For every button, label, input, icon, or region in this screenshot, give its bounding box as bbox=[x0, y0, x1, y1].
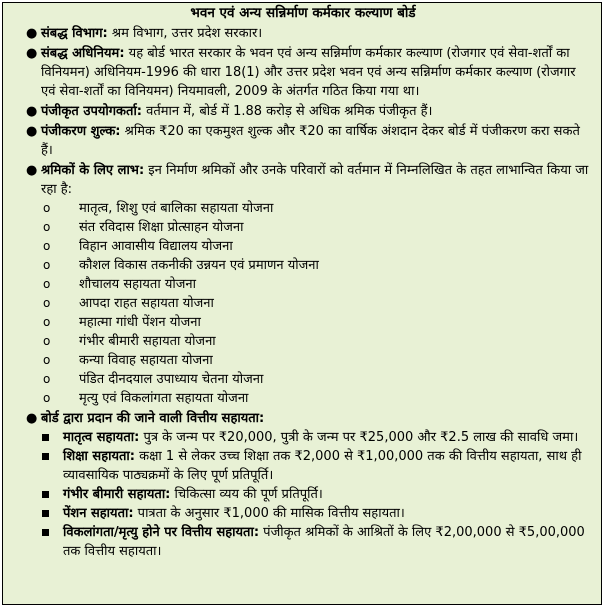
scheme-name: विहान आवासीय विद्यालय योजना bbox=[79, 239, 233, 254]
circle-bullet-icon: o bbox=[43, 220, 51, 234]
circle-bullet-icon: o bbox=[43, 353, 51, 367]
scheme-name: पंडित दीनदयाल उपाध्याय चेतना योजना bbox=[79, 372, 264, 387]
bullet-icon: ● bbox=[26, 26, 38, 41]
circle-bullet-icon: o bbox=[43, 296, 51, 310]
circle-bullet-icon: o bbox=[43, 239, 51, 253]
circle-bullet-icon: o bbox=[43, 372, 51, 386]
scheme-name: शौचालय सहायता योजना bbox=[79, 277, 196, 292]
circle-bullet-icon: o bbox=[43, 391, 51, 405]
list-item-department bbox=[13, 24, 593, 43]
scheme-name: गंभीर बीमारी सहायता योजना bbox=[79, 334, 216, 349]
item-label: पंजीकृत उपयोगकर्ता: bbox=[41, 104, 143, 119]
finance-item bbox=[41, 447, 593, 485]
item-text: यह बोर्ड भारत सरकार के भवन एवं अन्य सन्निर्माण कर्मकार कल्याण (रोजगार एवं सेवा-शर्तों का विनियमन) अधिनियम-1996 की धारा 18(1) और उत्तर प्रदेश भवन एवं अन्य सन्निर्माण कर्मकार कल्याण (रोजगार एवं सेवा-शर्तों का विनियमन) नियमावली, 2009 के अंतर्गत गठित किया गया था। bbox=[41, 46, 576, 99]
finance-item bbox=[41, 504, 593, 523]
scheme-item bbox=[41, 294, 593, 313]
scheme-item bbox=[41, 332, 593, 351]
item-label: संबद्ध अधिनियम: bbox=[41, 46, 125, 61]
square-bullet-icon bbox=[42, 510, 49, 517]
list-item-benefits bbox=[13, 161, 593, 408]
finance-label: पेंशन सहायता: bbox=[63, 506, 134, 521]
finance-text: पुत्र के जन्म पर ₹20,000, पुत्री के जन्म पर ₹25,000 और ₹2.5 लाख की सावधि जमा। bbox=[139, 430, 579, 445]
finance-list bbox=[41, 428, 593, 561]
finance-text: कक्षा 1 से लेकर उच्च शिक्षा तक ₹2,000 से ₹1,00,000 तक की वित्तीय सहायता, साथ ही व्यावसायिक पाठ्यक्रमों के लिए पूर्ण प्रतिपूर्ति। bbox=[63, 449, 582, 483]
scheme-item bbox=[41, 199, 593, 218]
scheme-item bbox=[41, 389, 593, 408]
scheme-name: मातृत्व, शिशु एवं बालिका सहायता योजना bbox=[79, 201, 274, 216]
bullet-icon: ● bbox=[26, 411, 38, 426]
square-bullet-icon bbox=[42, 434, 49, 441]
item-text: इन निर्माण श्रमिकों और उनके परिवारों को वर्तमान में निम्नलिखित के तहत लाभान्वित किया जा रहा है: bbox=[41, 163, 589, 197]
schemes-list bbox=[41, 199, 593, 408]
list-item-financial-assistance bbox=[13, 409, 593, 561]
scheme-name: कन्या विवाह सहायता योजना bbox=[79, 353, 213, 368]
item-label: संबद्ध विभाग: bbox=[41, 26, 108, 41]
list-item-registered-users bbox=[13, 102, 593, 121]
scheme-item bbox=[41, 275, 593, 294]
item-label: बोर्ड द्वारा प्रदान की जाने वाली वित्तीय सहायता: bbox=[41, 411, 265, 426]
finance-label: मातृत्व सहायता: bbox=[63, 430, 140, 445]
circle-bullet-icon: o bbox=[43, 258, 51, 272]
circle-bullet-icon: o bbox=[43, 201, 51, 215]
finance-item bbox=[41, 428, 593, 447]
scheme-name: महात्मा गांधी पेंशन योजना bbox=[79, 315, 201, 330]
bullet-icon: ● bbox=[26, 46, 38, 61]
circle-bullet-icon: o bbox=[43, 277, 51, 291]
finance-label: गंभीर बीमारी सहायता: bbox=[63, 487, 171, 502]
finance-item bbox=[41, 485, 593, 504]
bullet-icon: ● bbox=[26, 124, 38, 139]
scheme-name: संत रविदास शिक्षा प्रोत्साहन योजना bbox=[79, 220, 244, 235]
scheme-name: आपदा राहत सहायता योजना bbox=[79, 296, 214, 311]
finance-label: शिक्षा सहायता: bbox=[63, 449, 135, 464]
box-title: भवन एवं अन्य सन्निर्माण कर्मकार कल्याण बोर्ड bbox=[190, 5, 416, 21]
square-bullet-icon bbox=[42, 453, 49, 460]
scheme-item bbox=[41, 313, 593, 332]
finance-item bbox=[41, 523, 593, 561]
scheme-name: मृत्यु एवं विकलांगता सहायता योजना bbox=[79, 391, 249, 406]
scheme-item bbox=[41, 370, 593, 389]
finance-label: विकलांगता/मृत्यु होने पर वित्तीय सहायता: bbox=[63, 525, 260, 540]
item-label: श्रमिकों के लिए लाभ: bbox=[41, 163, 145, 178]
finance-text: चिकित्सा व्यय की पूर्ण प्रतिपूर्ति। bbox=[170, 487, 323, 502]
scheme-name: कौशल विकास तकनीकी उन्नयन एवं प्रमाणन योजना bbox=[79, 258, 319, 273]
bullet-icon: ● bbox=[26, 104, 38, 119]
scheme-item bbox=[41, 237, 593, 256]
scheme-item bbox=[41, 218, 593, 237]
list-item-registration-fee bbox=[13, 122, 593, 160]
finance-text: पंजीकृत श्रमिकों के आश्रितों के लिए ₹2,00,000 से ₹5,00,000 तक वित्तीय सहायता। bbox=[63, 525, 585, 559]
square-bullet-icon bbox=[42, 491, 49, 498]
square-bullet-icon bbox=[42, 529, 49, 536]
circle-bullet-icon: o bbox=[43, 334, 51, 348]
item-text: वर्तमान में, बोर्ड में 1.88 करोड़ से अधिक श्रमिक पंजीकृत हैं। bbox=[142, 104, 433, 119]
item-text: श्रम विभाग, उत्तर प्रदेश सरकार। bbox=[107, 26, 263, 41]
scheme-item bbox=[41, 256, 593, 275]
item-label: पंजीकरण शुल्क: bbox=[41, 124, 121, 139]
info-box bbox=[2, 2, 602, 605]
bullet-icon: ● bbox=[26, 163, 38, 178]
scheme-item bbox=[41, 351, 593, 370]
list-item-act bbox=[13, 44, 593, 101]
main-list bbox=[13, 24, 593, 561]
item-text: श्रमिक ₹20 का एकमुश्त शुल्क और ₹20 का वार्षिक अंशदान देकर बोर्ड में पंजीकरण करा सकते हैं। bbox=[41, 124, 580, 158]
circle-bullet-icon: o bbox=[43, 315, 51, 329]
finance-text: पात्रता के अनुसार ₹1,000 की मासिक वित्तीय सहायता। bbox=[133, 506, 405, 521]
